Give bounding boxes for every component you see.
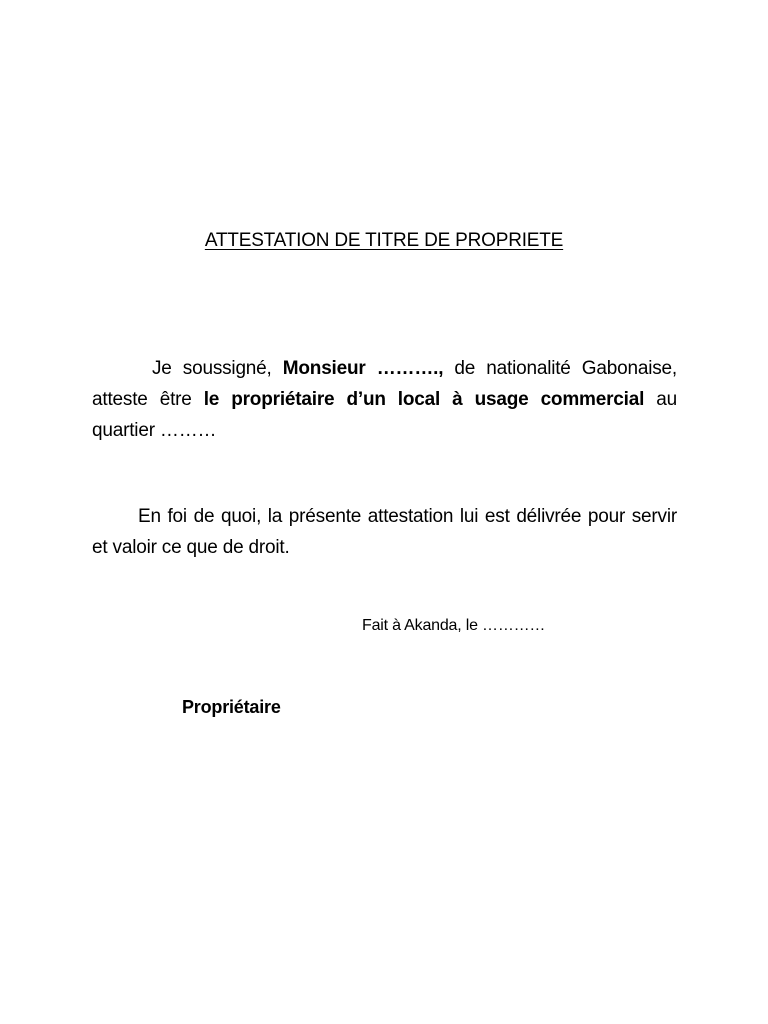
document-title: ATTESTATION DE TITRE DE PROPRIETE [204, 230, 564, 251]
declaration-text-1: Je soussigné, [152, 358, 283, 379]
place-and-date: Fait à Akanda, le ………… [362, 617, 546, 634]
paragraph-closing: En foi de quoi, la présente attestation lui est délivrée pour servir et valoir ce que de droit. [92, 506, 677, 558]
declaration-text-3: au quartier ……… [92, 389, 677, 441]
signatory-label: Propriétaire [182, 697, 281, 717]
declaration-text-2: de nationalité Gabonaise, atteste être [92, 358, 677, 410]
declaration-property-description: le propriétaire d’un local à usage commercial [203, 389, 645, 410]
declaration-name-placeholder: Monsieur ………., [282, 358, 444, 379]
paragraph-declaration [92, 353, 677, 446]
